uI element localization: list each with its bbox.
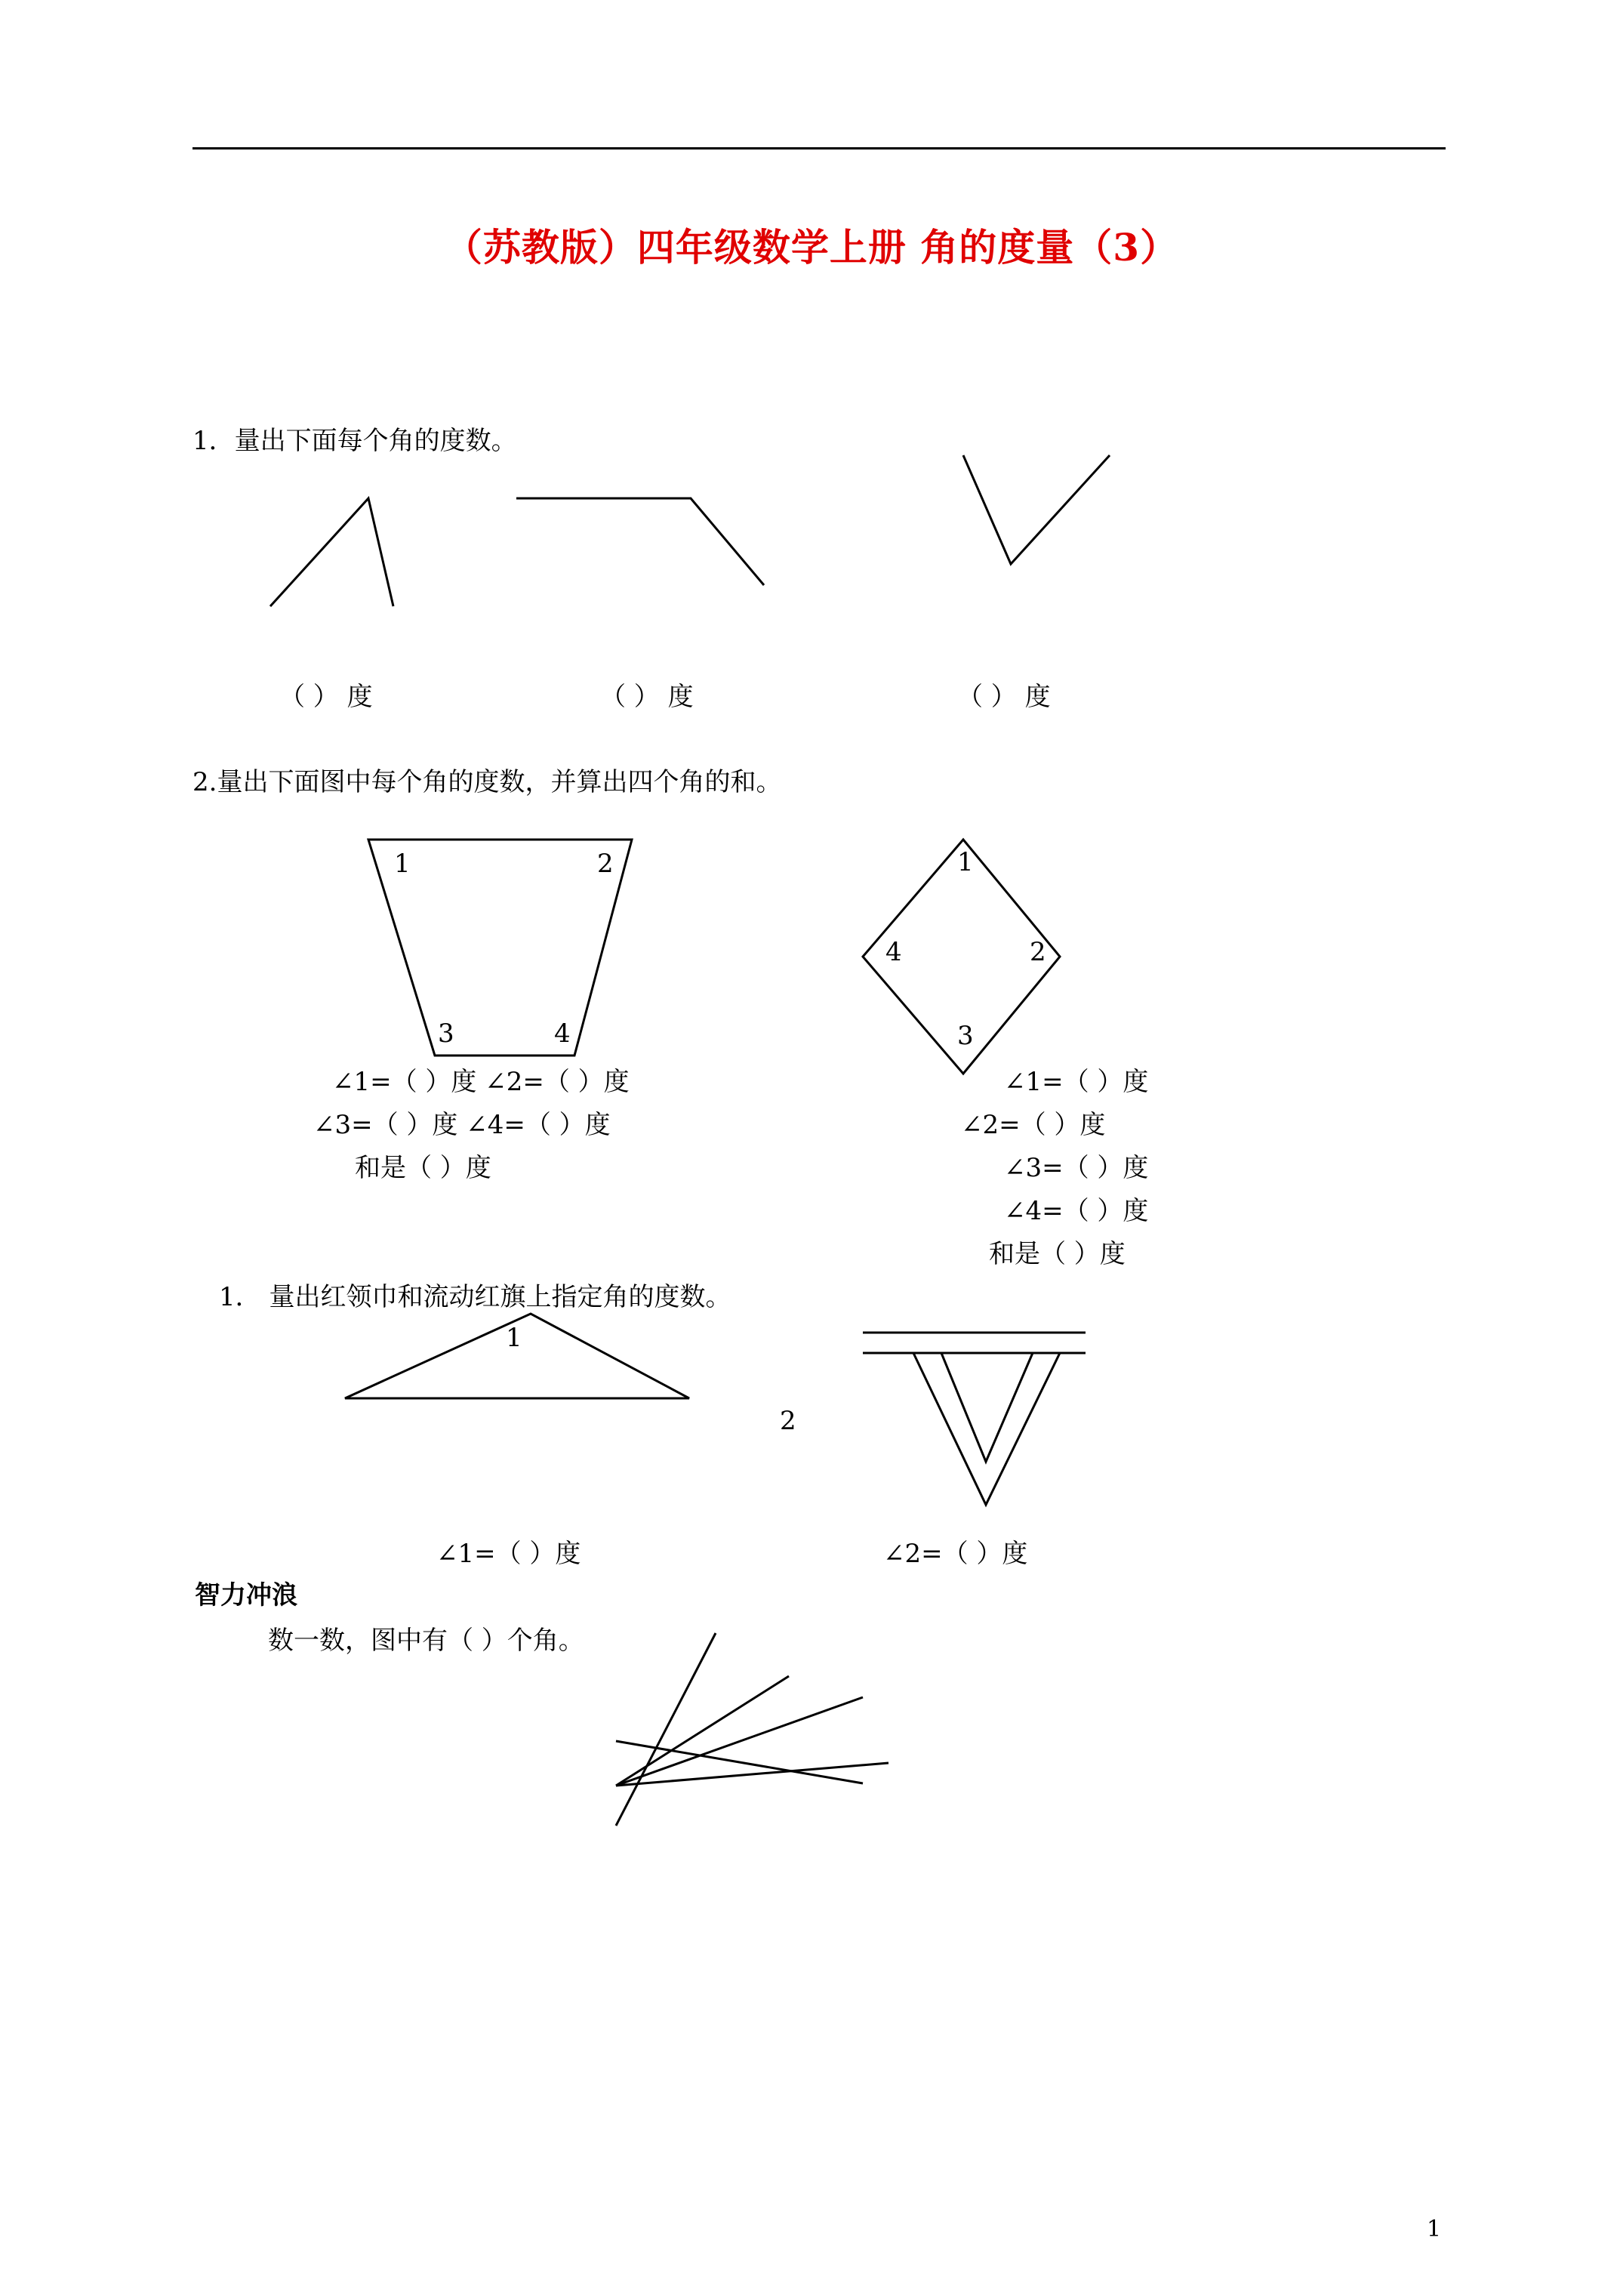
page-number: 1 xyxy=(1427,2216,1442,2242)
challenge-heading: 智力冲浪 xyxy=(195,1580,297,1610)
rhombus-answer-line-1[interactable]: ∠1=（ ）度 xyxy=(1004,1067,1149,1097)
trapezoid-answer-line-1[interactable]: ∠1=（ ）度 ∠2=（ ）度 xyxy=(332,1067,630,1097)
challenge-line-3 xyxy=(616,1697,863,1786)
trapezoid-label-3: 3 xyxy=(438,1019,454,1049)
rhombus-answer-line-4[interactable]: ∠4=（ ）度 xyxy=(1004,1196,1149,1226)
rhombus-answer-line-2[interactable]: ∠2=（ ）度 xyxy=(961,1110,1106,1140)
rhombus-sum-line[interactable]: 和是（ ）度 xyxy=(989,1239,1126,1269)
flag-v-outer xyxy=(913,1353,1060,1505)
challenge-line-4 xyxy=(616,1763,888,1786)
question-1-prompt: 1．量出下面每个角的度数。 xyxy=(192,426,517,456)
scarf-angle-blank[interactable]: ∠1=（ ）度 xyxy=(436,1539,581,1569)
q1-blank-b[interactable]: （ ） 度 xyxy=(600,682,694,712)
rhombus-answer-line-3[interactable]: ∠3=（ ）度 xyxy=(1004,1153,1149,1183)
angle-figure-c xyxy=(963,455,1110,564)
rhombus-label-1: 1 xyxy=(957,847,974,877)
trapezoid-answer-line-2[interactable]: ∠3=（ ）度 ∠4=（ ）度 xyxy=(313,1110,611,1140)
trapezoid-label-1: 1 xyxy=(394,849,411,879)
challenge-line-1 xyxy=(616,1633,716,1826)
rhombus-label-2: 2 xyxy=(1030,937,1046,967)
rhombus-label-3: 3 xyxy=(957,1021,974,1051)
rhombus-label-4: 4 xyxy=(885,937,902,967)
question-2-prompt: 2.量出下面图中每个角的度数，并算出四个角的和。 xyxy=(192,767,782,797)
flag-v-inner xyxy=(941,1353,1033,1462)
q1-blank-a[interactable]: （ ） 度 xyxy=(279,682,373,712)
trapezoid-sum-line[interactable]: 和是（ ）度 xyxy=(355,1153,491,1183)
q1-blank-c[interactable]: （ ） 度 xyxy=(957,682,1051,712)
angle-figure-a xyxy=(270,498,393,606)
challenge-prompt[interactable]: 数一数，图中有（ ）个角。 xyxy=(268,1626,584,1656)
challenge-line-2 xyxy=(616,1676,789,1786)
scarf-angle-label: 1 xyxy=(506,1323,522,1353)
question-3-prompt: 1． 量出红领巾和流动红旗上指定角的度数。 xyxy=(219,1282,731,1312)
page-title: （苏教版）四年级数学上册 角的度量（3） xyxy=(444,225,1179,270)
flag-angle-label: 2 xyxy=(780,1406,796,1436)
trapezoid-label-4: 4 xyxy=(554,1019,571,1049)
trapezoid-label-2: 2 xyxy=(597,849,614,879)
flag-angle-blank[interactable]: ∠2=（ ）度 xyxy=(883,1539,1028,1569)
angle-figure-b xyxy=(516,498,764,585)
